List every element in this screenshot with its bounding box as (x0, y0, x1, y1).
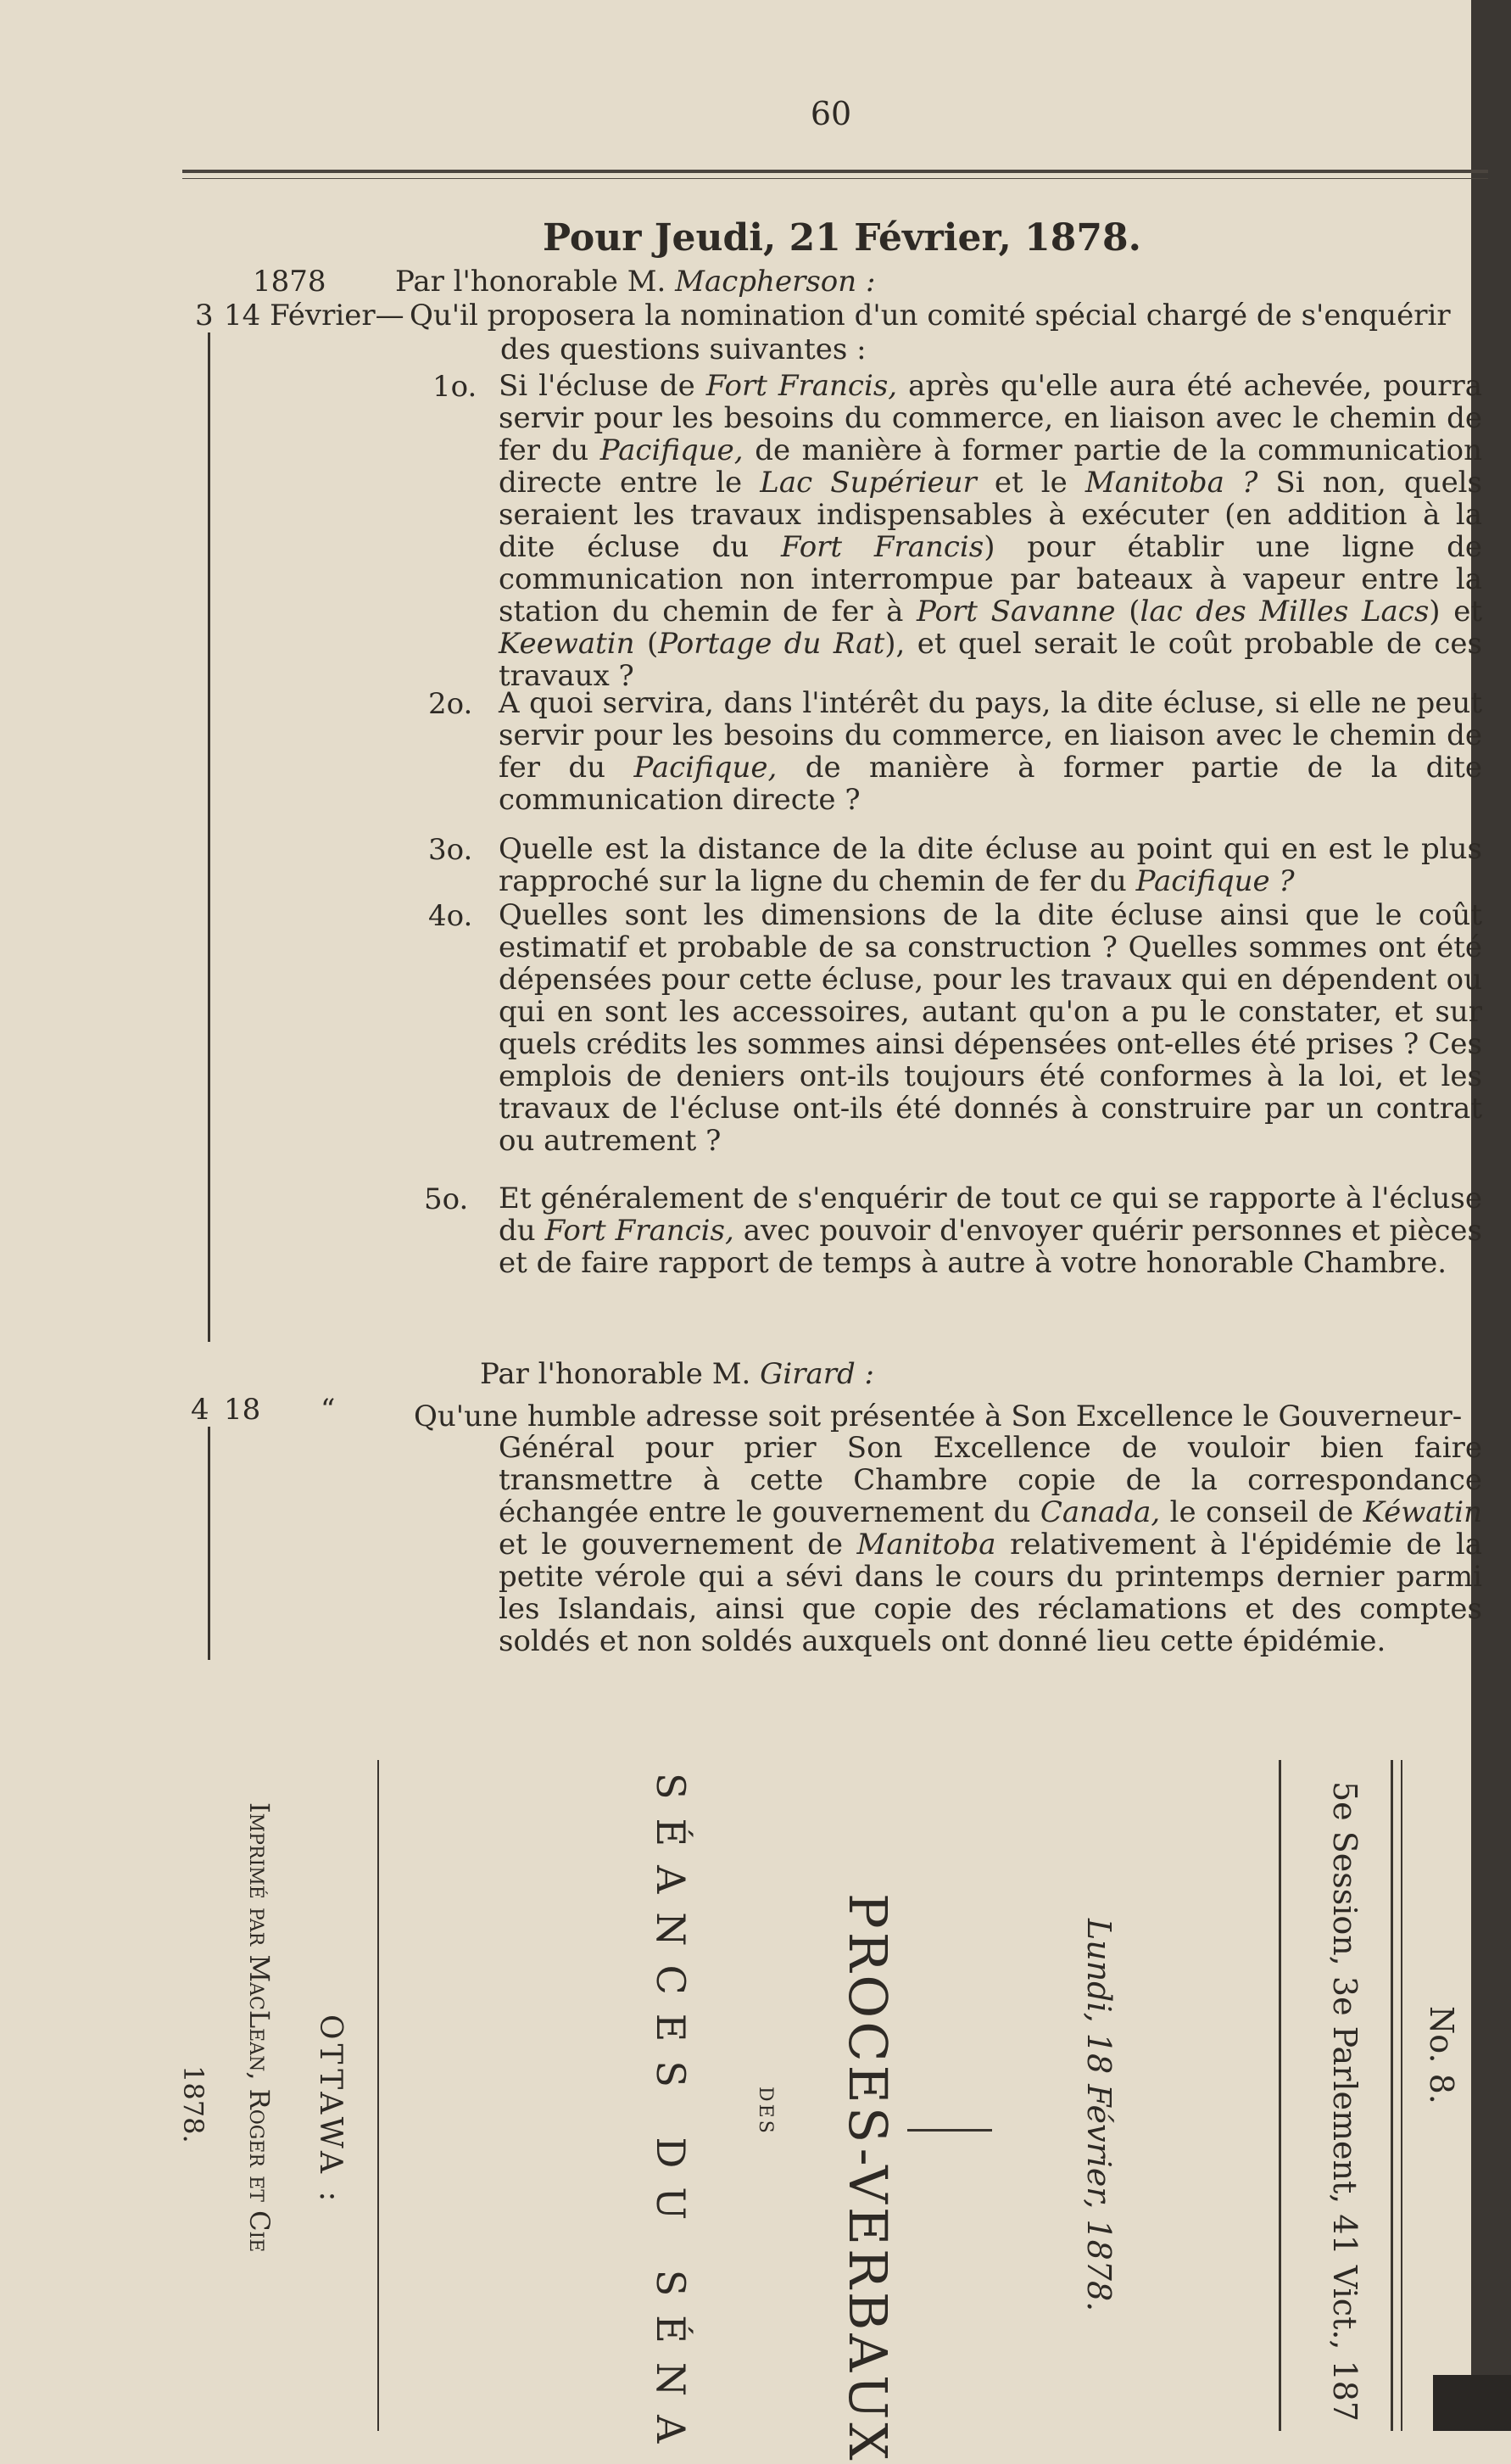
cover-number: No. 8. (1423, 2006, 1460, 2104)
entry2-mover: Par l'honorable M. Girard : (480, 1357, 874, 1391)
header-rule-thin (182, 178, 1488, 179)
item-number: 5o. (424, 1182, 469, 1216)
cover-title: PROCES-VERBAUX (837, 1893, 899, 2464)
cover-rule (1279, 1760, 1281, 2431)
cover-title-dash (907, 2129, 992, 2132)
margin-rule-entry2 (208, 1427, 210, 1660)
page-corner-shadow (1433, 2375, 1511, 2431)
entry2-date: 18 (224, 1393, 261, 1427)
entry2-text-first: Qu'une humble adresse soit présentée à Son Excellence le Gouverneur- (414, 1400, 1463, 1433)
page-number: 60 (810, 95, 852, 132)
cover-printer: Imprimé par MacLean, Roger et Cie (243, 1802, 276, 2253)
item-text-4: Quelles sont les dimensions de la dite écluse ainsi que le coût estimatif et probable de sa construction ? Quelles sommes ont été dépensées pour cette écluse, pour les travaux qui en dépendent ou qui en sont les accessoires, autant qu'on a pu le constater, et sur quels crédits les sommes ainsi dépensées ont-elles été prises ? Ces emplois de deniers ont-ils toujours été conformes à la loi, et les travaux de l'écluse ont-ils été donnés à construire par un contrat ou autrement ? (499, 898, 1482, 1158)
entry1-intro-cont: des questions suivantes : (500, 332, 867, 366)
item-number: 4o. (428, 899, 473, 933)
entry1-number: 3 (195, 299, 214, 332)
item-text-3: Quelle est la distance de la dite écluse au point qui en est le plus rapproché sur la ligne du chemin de fer du Pacifique ? (499, 832, 1482, 898)
item-number: 1o. (432, 370, 477, 404)
cover-rule (377, 1760, 379, 2431)
header-rule (182, 170, 1488, 173)
entry2-number: 4 (191, 1393, 209, 1427)
cover-printer-year: 1878. (177, 2065, 209, 2143)
cover-city: OTTAWA : (313, 2014, 348, 2206)
entry1-intro: Qu'il proposera la nomination d'un comité spécial chargé de s'enquérir (410, 299, 1451, 332)
item-number: 3o. (428, 833, 473, 867)
cover-session: 5e Session, 3e Parlement, 41 Vict., 187 (1326, 1781, 1363, 2422)
cover-rule (1391, 1760, 1393, 2431)
section-heading: Pour Jeudi, 21 Février, 1878. (543, 216, 1141, 260)
cover-rule (1401, 1760, 1402, 2431)
item-text-1: Si l'écluse de Fort Francis, après qu'elle aura été achevée, pourra servir pour les besoins du commerce, en liaison avec le chemin de fer du Pacifique, de manière à former partie de la communication directe entre le Lac Supérieur et le Manitoba ? Si non, quels seraient les travaux indispensables à exécuter (en addition à la dite écluse du Fort Francis) pour établir une ligne de communication non interrompue par bateaux à vapeur entre la station du chemin de fer à Port Savanne (lac des Milles Lacs) et Keewatin (Portage du Rat), et quel serait le coût probable de ces travaux ? (499, 369, 1483, 693)
cover-date: Lundi, 18 Février, 1878. (1080, 1919, 1118, 2312)
entry2-text: Général pour prier Son Excellence de vouloir bien faire transmettre à cette Chambre copie de la correspondance échangée entre le gouvernement du Canada, le conseil de Kéwatin et le gouvernement de Manitoba relativement à l'épidémie de la petite vérole qui a sévi dans le cours du printemps dernier parmi les Islandais, ainsi que copie des réclamations et des comptes soldés et non soldés auxquels ont donné lieu cette épidémie. (499, 1431, 1483, 1658)
item-text-5: Et généralement de s'enquérir de tout ce qui se rapporte à l'écluse du Fort Francis, avec pouvoir d'envoyer quérir personnes et pièces et de faire rapport de temps à autre à votre honorable Chambre. (499, 1182, 1482, 1280)
item-text-2: A quoi servira, dans l'intérêt du pays, la dite écluse, si elle ne peut servir pour les besoins du commerce, en liaison avec le chemin de fer du Pacifique, de manière à former partie de la dite communication directe ? (499, 686, 1482, 817)
entry1-mover: Par l'honorable M. Macpherson : (395, 265, 876, 299)
entry1-year: 1878 (253, 265, 326, 299)
cover-senate: SÉANCES DU SÉNA (648, 1773, 694, 2462)
margin-rule-entry1 (208, 332, 210, 1342)
entry2-ditto: “ (321, 1393, 336, 1427)
item-number: 2o. (428, 687, 473, 721)
cover-des: DES (755, 2087, 776, 2136)
entry1-date: 14 Février— (224, 299, 404, 332)
